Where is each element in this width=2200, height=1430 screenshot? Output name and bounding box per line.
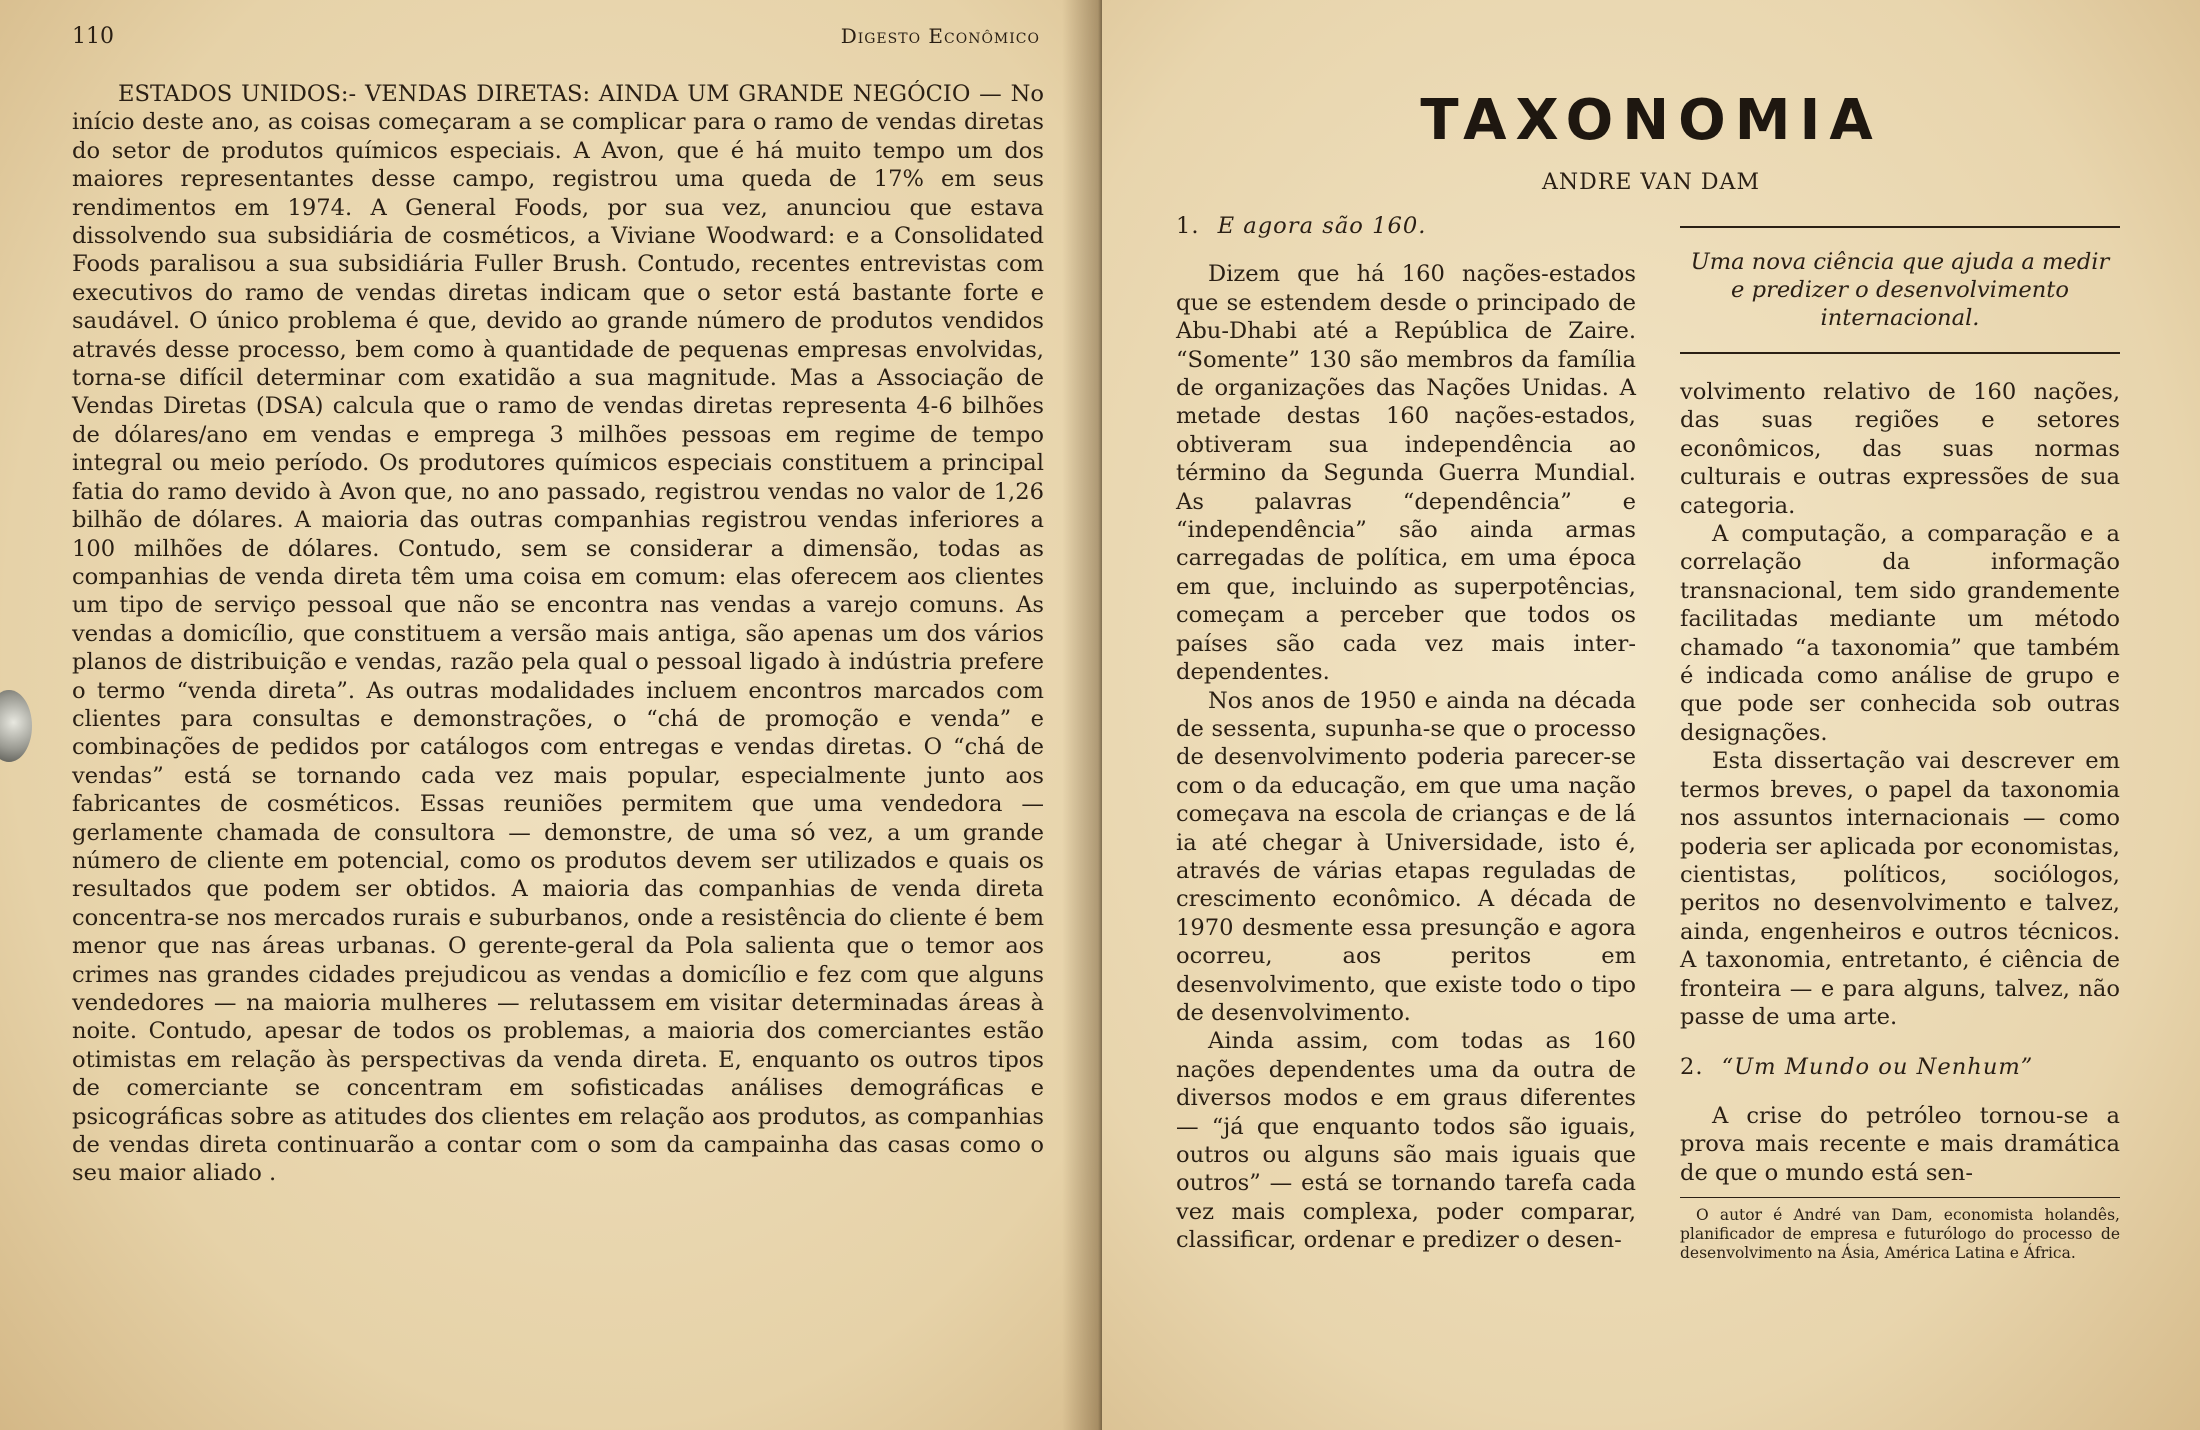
rule-top bbox=[1680, 226, 2120, 228]
article-blurb: Uma nova ciência que ajuda a medir e predizer o desenvolvimento internacional. bbox=[1690, 249, 2110, 331]
section-heading-1 bbox=[1176, 212, 1636, 240]
rule-bottom bbox=[1680, 352, 2120, 354]
paragraph: Nos anos de 1950 e ainda na década de sessenta, supunha-se que o processo de desenvolvimento poderia parecer-se com o da educação, em que uma nação começava na escola de crianças e de lá ia até chegar à Universidade, isto é, através de várias etapas reguladas de crescimento econômico. A década de 1970 desmente essa presunção e agora ocorreu, aos peritos em desenvolvimento, que existe todo o tipo de desenvolvimento. bbox=[1176, 687, 1636, 1026]
article-body-wrap bbox=[72, 80, 1044, 1188]
paragraph: volvimento relativo de 160 nações, das suas regiões e setores econômicos, das suas normas culturais e outras expressões de sua categoria. bbox=[1680, 379, 2120, 519]
author-footnote: O autor é André van Dam, economista holandês, planificador de empresa e futurólogo do processo de desenvolvimento na Ásia, América Latina e África. bbox=[1680, 1197, 2120, 1263]
article-author: ANDRE VAN DAM bbox=[1542, 170, 1760, 195]
article-title: TAXONOMIA bbox=[1420, 88, 1882, 153]
running-head: Digesto Econômico bbox=[840, 24, 1040, 48]
section-number-2: 2. bbox=[1680, 1054, 1704, 1081]
section-title-2: “Um Mundo ou Nenhum” bbox=[1721, 1054, 2034, 1081]
article-heading: ESTADOS UNIDOS:- VENDAS DIRETAS: AINDA UM GRANDE NEGÓCIO — bbox=[118, 81, 1002, 107]
paragraph: A computação, a comparação e a correlação da informação transnacional, tem sido grandemente facilitadas mediante um método chamado “a taxonomia” que também é indicada como análise de grupo e que pode ser conhecida sob outras designações. bbox=[1680, 521, 2120, 746]
page-number: 110 bbox=[72, 24, 114, 49]
article-text bbox=[72, 80, 1044, 1188]
binding-hole bbox=[0, 690, 32, 762]
column-left bbox=[1176, 212, 1636, 1255]
article-body: No início deste ano, as coisas começaram a se complicar para o ramo de vendas diretas do setor de produtos químicos especiais. A Avon, que é há muito tempo um dos maiores representantes desse campo, registrou uma queda de 17% em seus rendimentos em 1974. A General Foods, por sua vez, anunciou que estava dissolvendo sua subsidiária de cosméticos, a Viviane Woodward: e a Consolidated Foods paralisou a sua subsidiária Fuller Brush. Contudo, recentes entrevistas com executivos do ramo de vendas diretas indicam que o setor está bastante forte e saudável. O único problema é que, devido ao grande número de produtos vendidos através desse processo, bem como à quantidade de pequenas empresas envolvidas, torna-se difícil determinar com exatidão a sua magnitude. Mas a Associação de Vendas Diretas (DSA) calcula que o ramo de vendas diretas representa 4-6 bilhões de dólares/ano em vendas e emprega 3 milhões pessoas em regime de tempo integral ou meio período. Os produtores químicos especiais constituem a principal fatia do ramo devido à Avon que, no ano passado, registrou vendas no valor de 1,26 bilhão de dólares. A maioria das outras companhias registrou vendas inferiores a 100 milhões de dólares. Contudo, sem se considerar a dimensão, todas as companhias de venda direta têm uma coisa em comum: elas oferecem aos clientes um tipo de serviço pessoal que não se encontra nas vendas a varejo comuns. As vendas a domicílio, que constituem a versão mais antiga, são apenas um dos vários planos de distribuição e vendas, razão pela qual o pessoal ligado à indústria prefere o termo “venda direta”. As outras modalidades incluem encontros marcados com clientes para consultas e demonstrações, o “chá de promoção e venda” e combinações de pedidos por catálogos com entregas e vendas diretas. O “chá de vendas” está se tornando cada vez mais popular, especialmente junto aos fabricantes de cosméticos. Essas reuniões permitem que uma vendedora — gerlamente chamada de consultora — demonstre, de uma só vez, a um grande número de cliente em potencial, como os produtos devem ser utilizados e quais os resultados que podem ser obtidos. A maioria das companhias de venda direta concentra-se nos mercados rurais e suburbanos, onde a resistência do cliente é bem menor que nas áreas urbanas. O gerente-geral da Pola salienta que o temor aos crimes nas grandes cidades prejudicou as vendas a domicílio e fez com que alguns vendedores — na maioria mulheres — relutassem em visitar determinadas áreas à noite. Contudo, apesar de todos os problemas, a maioria dos comerciantes estão otimistas em relação às perspectivas da venda direta. E, enquanto os outros tipos de comerciante se concentram em sofisticadas análises demográficas e psicográficas sobre as atitudes dos clientes em relação aos produtos, as companhias de vendas direta continuarão a contar com o som da campainha das casas como o seu maior aliado . bbox=[72, 81, 1044, 1187]
section-title-1: E agora são 160. bbox=[1217, 213, 1427, 239]
section-heading-2 bbox=[1680, 1053, 2120, 1081]
section-number-1: 1. bbox=[1176, 213, 1200, 239]
paragraph: Dizem que há 160 nações-estados que se estendem desde o principado de Abu-Dhabi até a República de Zaire. “Somente” 130 são membros da família de organizações das Nações Unidas. A metade destas 160 nações-estados, obtiveram sua independência ao término da Segunda Guerra Mundial. As palavras “dependência” e “independência” são ainda armas carregadas de política, em uma época em que, incluindo as superpotências, começam a perceber que todos os países são cada vez mais inter-dependentes. bbox=[1176, 261, 1636, 686]
paragraph: Esta dissertação vai descrever em termos breves, o papel da taxonomia nos assuntos internacionais — como poderia ser aplicada por economistas, cientistas, políticos, sociólogos, peritos no desenvolvimento e talvez, ainda, engenheiros e outros técnicos. A taxonomia, entretanto, é ciência de fronteira — e para alguns, talvez, não passe de uma arte. bbox=[1680, 748, 2120, 1030]
column-right bbox=[1680, 212, 2120, 1263]
paragraph: Ainda assim, com todas as 160 nações dependentes uma da outra de diversos modos e em graus diferentes — “já que enquanto todos são iguais, outros ou alguns são mais iguais que outros” — está se tornando tarefa cada vez mais complexa, poder comparar, classificar, ordenar e predizer o desen- bbox=[1176, 1028, 1636, 1254]
paragraph: A crise do petróleo tornou-se a prova mais recente e mais dramática de que o mundo está sen- bbox=[1680, 1102, 2120, 1186]
